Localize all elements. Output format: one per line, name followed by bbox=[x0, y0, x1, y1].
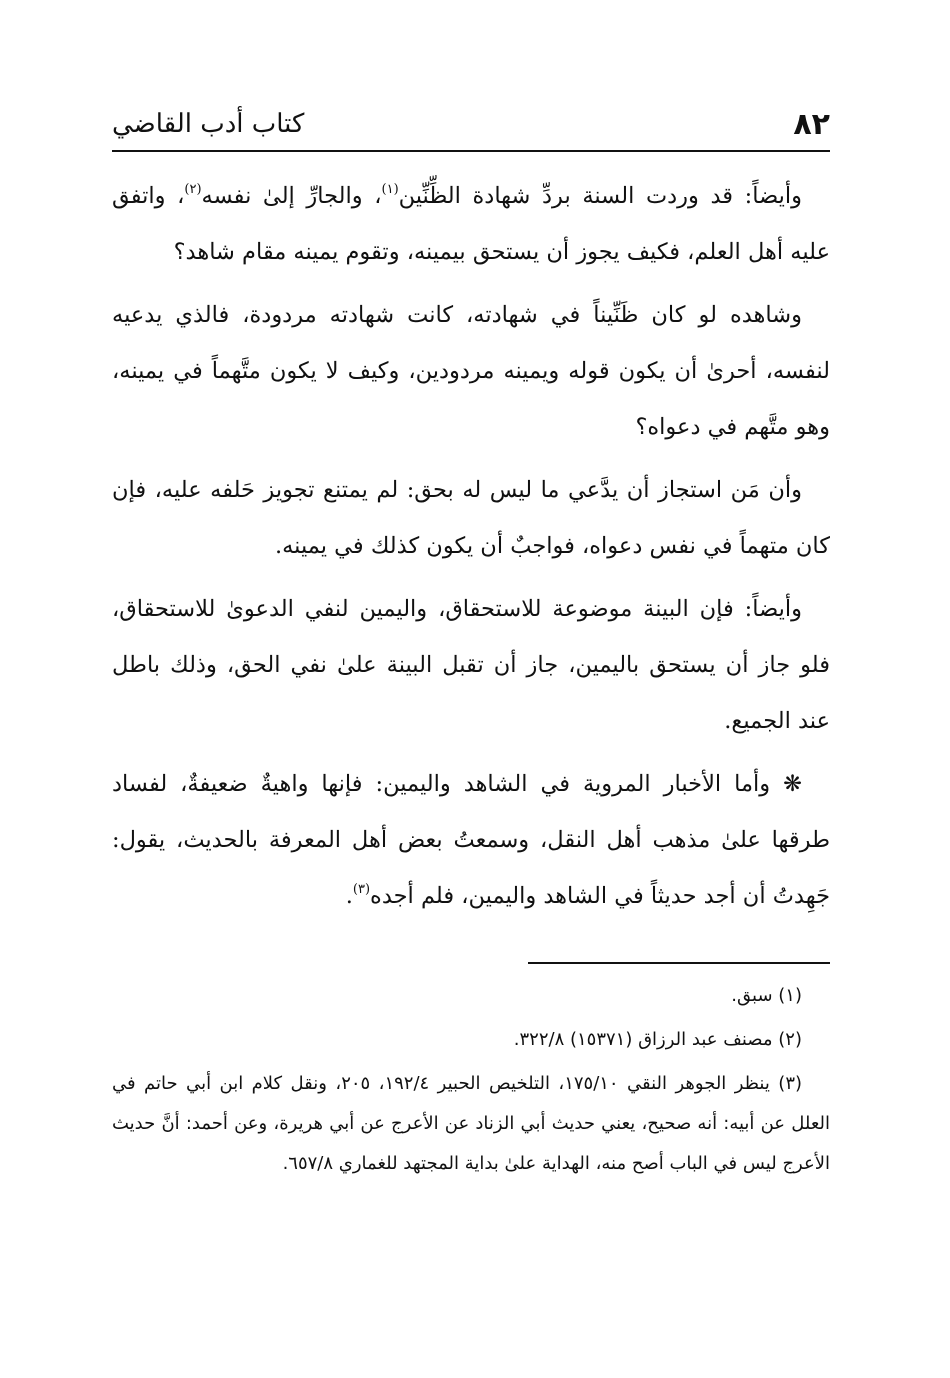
paragraph-2 bbox=[112, 287, 830, 455]
paragraph-3 bbox=[112, 462, 830, 574]
footnote-marker: (٢) bbox=[184, 182, 202, 197]
footnote-1: (١) سبق. bbox=[731, 985, 802, 1006]
paragraph-text: ❋ وأما الأخبار المروية في الشاهد واليمين: فإنها واهيةٌ ضعيفةٌ، لفساد طرقها علىٰ مذهب أهل النقل، وسمعتُ بعض أهل المعرفة بالحديث، يقول: جَهِدتُ أن أجد حديثاً في الشاهد واليمين، فلم أجده bbox=[112, 771, 830, 909]
paragraph-1 bbox=[112, 168, 830, 280]
footnote-divider bbox=[528, 962, 830, 964]
running-title: كتاب أدب القاضي bbox=[112, 109, 305, 139]
paragraph-text: وأن مَن استجاز أن يدَّعي ما ليس له بحق: لم يمتنع تجويز حَلفه عليه، فإن كان متهماً في نفس دعواه، فواجبٌ أن يكون كذلك في يمينه. bbox=[112, 477, 830, 559]
footnote-2: (٢) مصنف عبد الرزاق (١٥٣٧١) ٣٢٢/٨. bbox=[513, 1029, 802, 1050]
paragraph-text: وأيضاً: فإن البينة موضوعة للاستحقاق، واليمين لنفي الدعوىٰ للاستحقاق، فلو جاز أن يستحق باليمين، جاز أن تقبل البينة علىٰ نفي الحق، وذلك باطل عند الجميع. bbox=[112, 596, 830, 734]
paragraph-5 bbox=[112, 756, 830, 924]
paragraph-text: وشاهده لو كان ظَنِّيناً في شهادته، كانت شهادته مردودة، فالذي يدعيه لنفسه، أحرىٰ أن يكون قوله ويمينه مردودين، وكيف لا يكون متَّهماً في يمينه، وهو متَّهم في دعواه؟ bbox=[112, 302, 830, 440]
paragraph-4 bbox=[112, 581, 830, 749]
footnote-marker: (١) bbox=[381, 182, 399, 197]
page-header bbox=[112, 103, 830, 151]
footnote-3: (٣) ينظر الجوهر النقي ١٧٥/١٠، التلخيص الحبير ١٩٢/٤، ٢٠٥، ونقل كلام ابن أبي حاتم في العلل عن أبيه: أنه صحيح، يعني حديث أبي الزناد عن الأعرج عن أبي هريرة، وعن أحمد: أنَّ حديث الأعرج ليس في الباب أصح منه، الهداية علىٰ بداية المجتهد للغماري ٦٥٧/٨. bbox=[112, 1073, 830, 1174]
footnote-marker: (٣) bbox=[352, 882, 371, 897]
paragraph-text: ، والجارِّ إلىٰ نفسه bbox=[201, 183, 382, 209]
paragraph-text: وأيضاً: قد وردت السنة بردِّ شهادة الظِّنِّين bbox=[398, 183, 803, 209]
paragraph-text: . bbox=[345, 883, 353, 909]
header-divider bbox=[112, 150, 830, 152]
footnotes bbox=[112, 976, 830, 1184]
paragraph-text: ، واتفق عليه أهل العلم، فكيف يجوز أن يستحق بيمينه، وتقوم يمينه مقام شاهد؟ bbox=[112, 183, 830, 265]
page-number: ٨٢ bbox=[793, 107, 830, 142]
main-text bbox=[112, 168, 830, 931]
